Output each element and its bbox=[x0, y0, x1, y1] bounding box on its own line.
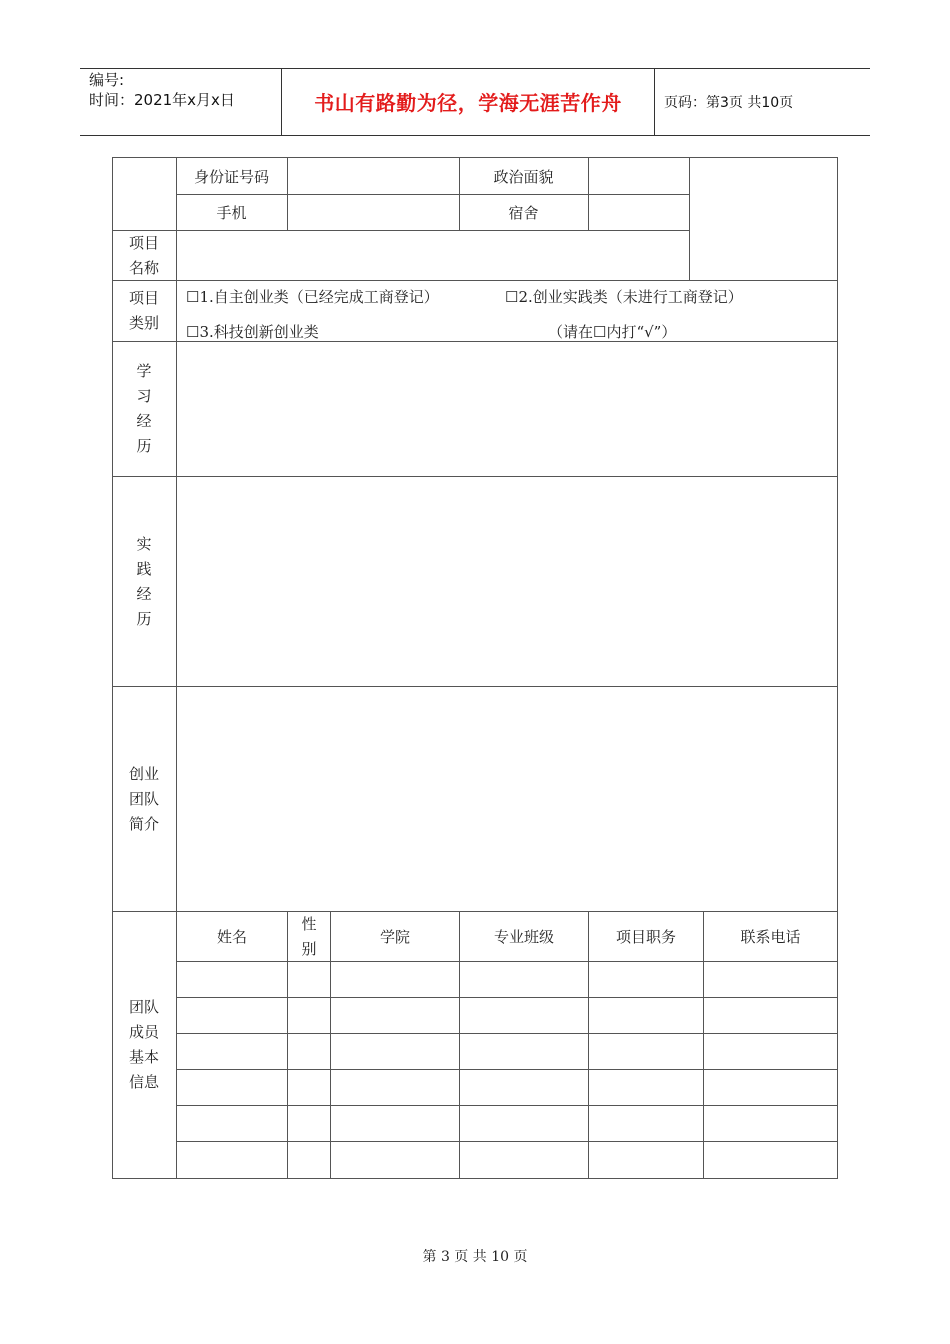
project-type-label-line: 项目 bbox=[128, 289, 159, 307]
table-bottom-border bbox=[112, 1178, 838, 1179]
member-row-cell[interactable] bbox=[331, 1106, 459, 1141]
project-type-label-line: 类别 bbox=[128, 314, 159, 332]
page-footer: 第 3 页 共 10 页 bbox=[422, 1249, 528, 1265]
member-column-header: 学院 bbox=[379, 928, 410, 946]
team-members-label-line: 信息 bbox=[128, 1073, 159, 1091]
member-row-cell[interactable] bbox=[331, 962, 459, 997]
member-row-cell[interactable] bbox=[288, 1070, 330, 1105]
table-right-border bbox=[837, 157, 838, 1179]
study-experience-label-line: 学 bbox=[136, 362, 152, 380]
member-row-cell[interactable] bbox=[331, 998, 459, 1033]
dorm-label: 宿舍 bbox=[508, 204, 539, 222]
member-column-header: 姓名 bbox=[216, 928, 247, 946]
project-name-label-line: 名称 bbox=[128, 258, 159, 277]
id-number-label: 身份证号码 bbox=[193, 167, 269, 186]
header-divider-2 bbox=[654, 68, 655, 136]
team-intro-label-line: 团队 bbox=[128, 789, 159, 808]
member-row-cell[interactable] bbox=[589, 962, 703, 997]
member-row-cell[interactable] bbox=[704, 1070, 837, 1105]
member-row-cell[interactable] bbox=[177, 1106, 287, 1141]
member-row-cell[interactable] bbox=[589, 1106, 703, 1141]
study-experience-label-line: 习 bbox=[136, 387, 152, 405]
member-row-cell[interactable] bbox=[589, 1070, 703, 1105]
study-experience-label-line: 历 bbox=[136, 437, 152, 455]
member-column-header: 项目职务 bbox=[615, 928, 676, 946]
member-row-cell[interactable] bbox=[460, 962, 588, 997]
study-experience-label bbox=[112, 342, 176, 476]
practice-experience-label-line: 实 bbox=[136, 534, 152, 553]
member-row-cell[interactable] bbox=[177, 998, 287, 1033]
phone-label: 手机 bbox=[216, 204, 247, 222]
member-row-cell[interactable] bbox=[460, 1106, 588, 1141]
header-meta bbox=[89, 70, 235, 110]
team-intro-label-line: 简介 bbox=[128, 814, 159, 833]
practice-experience-label bbox=[112, 477, 176, 686]
political-status-label: 政治面貌 bbox=[493, 167, 554, 186]
member-row-cell[interactable] bbox=[589, 1034, 703, 1069]
team-intro-field[interactable] bbox=[177, 687, 837, 911]
member-column-header-line: 别 bbox=[301, 939, 317, 958]
practice-experience-field[interactable] bbox=[177, 477, 837, 686]
document-date-label: 时间：2021年x月x日 bbox=[89, 91, 235, 109]
team-members-label-line: 团队 bbox=[128, 998, 159, 1016]
id-number-field[interactable] bbox=[288, 158, 459, 194]
practice-experience-label-line: 践 bbox=[136, 559, 152, 578]
header-page-info: 页码：第3页 共10页 bbox=[664, 95, 794, 111]
project-type-option-2[interactable]: ☐2.创业实践类（未进行工商登记） bbox=[505, 288, 743, 306]
team-members-label bbox=[112, 912, 176, 1178]
project-type-label bbox=[112, 281, 176, 341]
member-row-cell[interactable] bbox=[288, 998, 330, 1033]
member-row-cell[interactable] bbox=[460, 1142, 588, 1177]
header-motto: 书山有路勤为径，学海无涯苦作舟 bbox=[314, 91, 622, 115]
member-row-cell[interactable] bbox=[177, 1070, 287, 1105]
practice-experience-label-line: 历 bbox=[136, 609, 152, 628]
member-row-cell[interactable] bbox=[331, 1142, 459, 1177]
member-row-cell[interactable] bbox=[460, 998, 588, 1033]
project-type-hint[interactable]: （请在☐内打“√”） bbox=[548, 323, 677, 341]
member-row-cell[interactable] bbox=[177, 1034, 287, 1069]
member-row-cell[interactable] bbox=[288, 962, 330, 997]
study-experience-label-line: 经 bbox=[136, 412, 152, 430]
study-experience-field[interactable] bbox=[177, 342, 837, 476]
project-type-option-3[interactable]: ☐3.科技创新创业类 bbox=[186, 323, 319, 341]
member-row-cell[interactable] bbox=[288, 1142, 330, 1177]
member-column-header bbox=[288, 912, 330, 961]
member-row-cell[interactable] bbox=[704, 998, 837, 1033]
political-status-field[interactable] bbox=[589, 158, 689, 194]
header-bottom-border bbox=[80, 135, 870, 136]
project-type-option-1[interactable]: ☐1.自主创业类（已经完成工商登记） bbox=[186, 288, 439, 306]
team-intro-label-line: 创业 bbox=[128, 764, 159, 783]
document-number-label: 编号: bbox=[89, 71, 125, 89]
photo-area[interactable] bbox=[690, 158, 837, 280]
project-name-label bbox=[112, 231, 176, 280]
member-row-cell[interactable] bbox=[460, 1034, 588, 1069]
team-intro-label bbox=[112, 687, 176, 911]
member-row-cell[interactable] bbox=[331, 1034, 459, 1069]
member-column-header-line: 性 bbox=[301, 914, 317, 933]
team-members-label-line: 基本 bbox=[128, 1048, 159, 1066]
member-row-cell[interactable] bbox=[460, 1070, 588, 1105]
member-row-cell[interactable] bbox=[704, 1106, 837, 1141]
member-row-cell[interactable] bbox=[704, 962, 837, 997]
project-name-label-line: 项目 bbox=[128, 233, 159, 252]
project-name-field[interactable] bbox=[177, 231, 689, 280]
member-row-cell[interactable] bbox=[288, 1106, 330, 1141]
dorm-field[interactable] bbox=[589, 195, 689, 230]
member-row-cell[interactable] bbox=[177, 962, 287, 997]
practice-experience-label-line: 经 bbox=[136, 584, 152, 603]
row-line-project-name bbox=[112, 280, 838, 281]
phone-field[interactable] bbox=[288, 195, 459, 230]
member-row-cell[interactable] bbox=[704, 1034, 837, 1069]
member-row-cell[interactable] bbox=[177, 1142, 287, 1177]
member-column-header: 专业班级 bbox=[493, 928, 554, 946]
member-row-cell[interactable] bbox=[704, 1142, 837, 1177]
member-row-cell[interactable] bbox=[589, 1142, 703, 1177]
member-row-cell[interactable] bbox=[288, 1034, 330, 1069]
team-members-label-line: 成员 bbox=[128, 1023, 159, 1041]
member-row-cell[interactable] bbox=[589, 998, 703, 1033]
member-row-cell[interactable] bbox=[331, 1070, 459, 1105]
member-column-header: 联系电话 bbox=[740, 928, 801, 946]
